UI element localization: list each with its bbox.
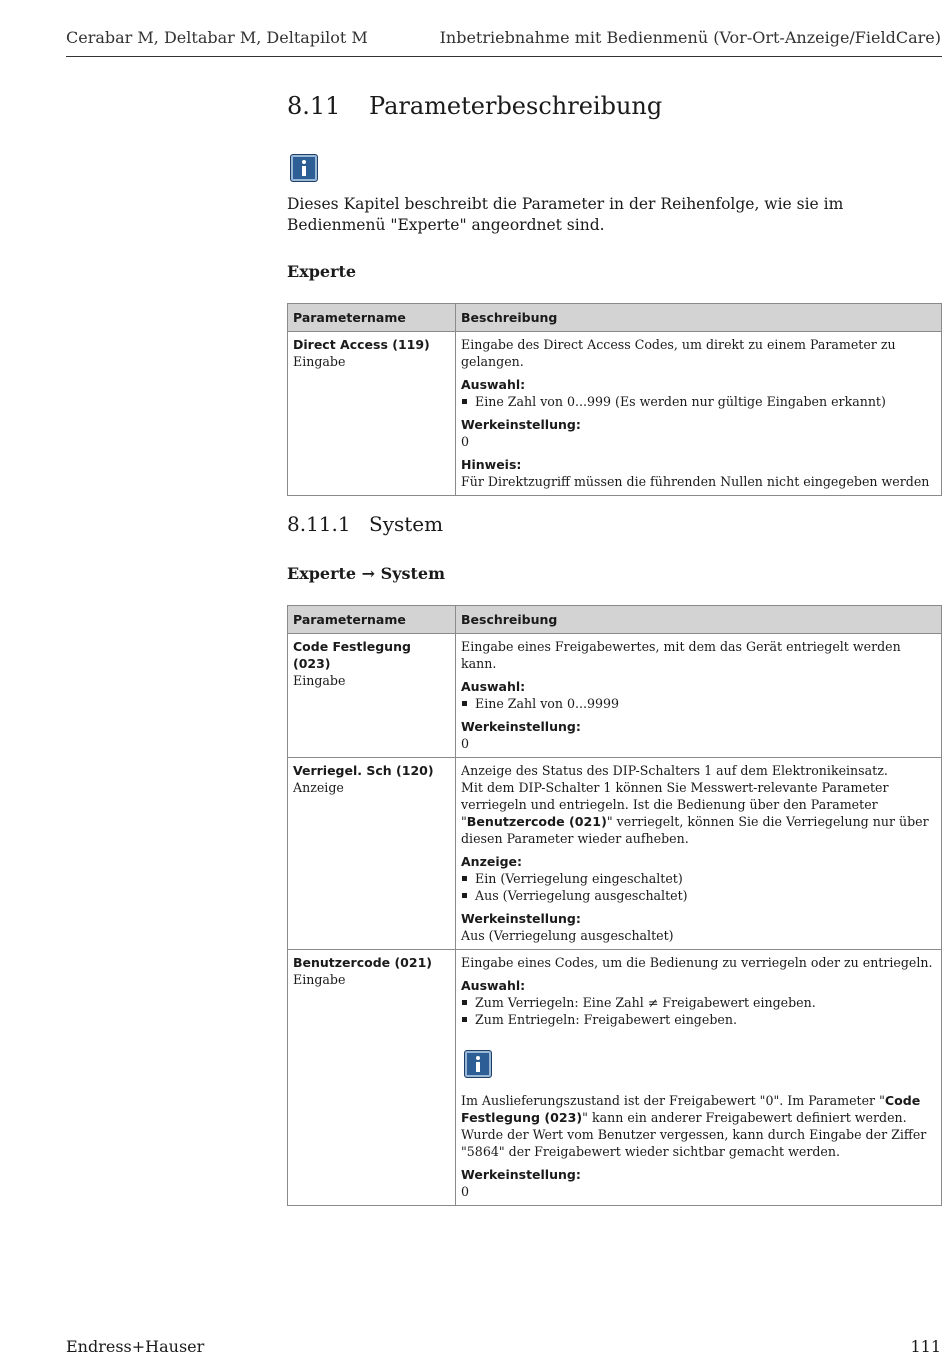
param-name-cell	[288, 758, 456, 950]
anzeige-list	[461, 870, 936, 904]
info-icon-wrapper	[461, 1028, 936, 1082]
param-reference: Code Festlegung (023)	[461, 1093, 921, 1125]
subsection-heading	[287, 512, 443, 536]
werkeinstellung-label: Werkeinstellung:	[461, 1167, 581, 1182]
column-header-description: Beschreibung	[456, 606, 942, 634]
param-type: Anzeige	[293, 780, 344, 795]
table-row	[288, 758, 942, 950]
param-type: Eingabe	[293, 673, 346, 688]
table-row	[288, 332, 942, 496]
system-table	[287, 605, 942, 1206]
param-name-cell	[288, 950, 456, 1206]
param-description-cell	[456, 634, 942, 758]
subsection-title: System	[369, 512, 444, 536]
werkeinstellung-value: 0	[461, 1184, 470, 1199]
param-description-cell	[456, 758, 942, 950]
text-span: " verriegelt, können Sie die Verriegelung nur über diesen Parameter wieder aufheben.	[461, 814, 929, 846]
list-item: Ein (Verriegelung eingeschaltet)	[461, 870, 936, 887]
list-item: Eine Zahl von 0...999 (Es werden nur gültige Eingaben erkannt)	[461, 393, 936, 410]
experte-table	[287, 303, 942, 496]
text-span: Im Auslieferungszustand ist der Freigabewert "0". Im Parameter "	[461, 1093, 885, 1108]
list-item: Eine Zahl von 0...9999	[461, 695, 936, 712]
text-span: " kann ein anderer Freigabewert definiert werden. Wurde der Wert vom Benutzer vergessen, kann durch Eingabe der Ziffer "5864" der Freigabewert wieder sichtbar gemacht werden.	[461, 1110, 927, 1159]
param-name: Verriegel. Sch (120)	[293, 763, 434, 778]
info-icon	[290, 154, 318, 182]
werkeinstellung-value: Aus (Verriegelung ausgeschaltet)	[461, 928, 674, 943]
column-header-name: Parametername	[288, 304, 456, 332]
param-description-cell	[456, 332, 942, 496]
list-item: Zum Verriegeln: Eine Zahl ≠ Freigabewert eingeben.	[461, 994, 936, 1011]
column-header-name: Parametername	[288, 606, 456, 634]
param-name-cell	[288, 634, 456, 758]
auswahl-label: Auswahl:	[461, 679, 526, 694]
table-row	[288, 950, 942, 1206]
auswahl-list	[461, 393, 936, 410]
section-title: Parameterbeschreibung	[369, 92, 663, 120]
note-text	[461, 1092, 936, 1160]
header-rule	[66, 56, 942, 57]
werkeinstellung-label: Werkeinstellung:	[461, 719, 581, 734]
footer-brand: Endress+Hauser	[66, 1337, 205, 1356]
param-reference: Benutzercode (021)	[466, 814, 607, 829]
text-span: Mit dem DIP-Schalter 1 können Sie Messwert-relevante Parameter verriegeln und entriegeln. Ist die Bedienung über den Parameter "	[461, 780, 889, 829]
param-description: Eingabe eines Codes, um die Bedienung zu verriegeln oder zu entriegeln.	[461, 955, 933, 970]
table-header-row	[288, 606, 942, 634]
hinweis-text: Für Direktzugriff müssen die führenden Nullen nicht eingegeben werden	[461, 474, 930, 489]
system-heading: Experte → System	[287, 564, 446, 583]
section-number: 8.11	[287, 92, 341, 120]
running-header-left: Cerabar M, Deltabar M, Deltapilot M	[66, 28, 368, 47]
hinweis-label: Hinweis:	[461, 457, 522, 472]
list-item: Zum Entriegeln: Freigabewert eingeben.	[461, 1011, 936, 1028]
werkeinstellung-value: 0	[461, 736, 470, 751]
auswahl-list	[461, 695, 936, 712]
list-item: Aus (Verriegelung ausgeschaltet)	[461, 887, 936, 904]
param-description-detail	[461, 779, 936, 847]
param-type: Eingabe	[293, 972, 346, 987]
table-header-row	[288, 304, 942, 332]
subsection-number: 8.11.1	[287, 512, 351, 536]
werkeinstellung-value: 0	[461, 434, 470, 449]
param-description: Eingabe des Direct Access Codes, um direkt zu einem Parameter zu gelangen.	[461, 337, 896, 369]
werkeinstellung-label: Werkeinstellung:	[461, 417, 581, 432]
param-name: Direct Access (119)	[293, 337, 430, 352]
running-header-right: Inbetriebnahme mit Bedienmenü (Vor-Ort-Anzeige/FieldCare)	[439, 28, 941, 47]
werkeinstellung-label: Werkeinstellung:	[461, 911, 581, 926]
column-header-description: Beschreibung	[456, 304, 942, 332]
page-number: 111	[910, 1337, 941, 1356]
param-type: Eingabe	[293, 354, 346, 369]
info-icon	[464, 1050, 492, 1078]
auswahl-list	[461, 994, 936, 1028]
param-description: Eingabe eines Freigabewertes, mit dem das Gerät entriegelt werden kann.	[461, 639, 901, 671]
table-row	[288, 634, 942, 758]
anzeige-label: Anzeige:	[461, 854, 523, 869]
experte-heading: Experte	[287, 262, 357, 281]
auswahl-label: Auswahl:	[461, 377, 526, 392]
param-description: Anzeige des Status des DIP-Schalters 1 auf dem Elektronikeinsatz.	[461, 763, 888, 778]
param-name: Benutzercode (021)	[293, 955, 432, 970]
intro-paragraph: Dieses Kapitel beschreibt die Parameter in der Reihenfolge, wie sie im Bedienmenü "Experte" angeordnet sind.	[287, 195, 844, 234]
param-name: Code Festlegung (023)	[293, 639, 411, 671]
param-name-cell	[288, 332, 456, 496]
auswahl-label: Auswahl:	[461, 978, 526, 993]
param-description-cell	[456, 950, 942, 1206]
section-heading	[287, 92, 662, 120]
